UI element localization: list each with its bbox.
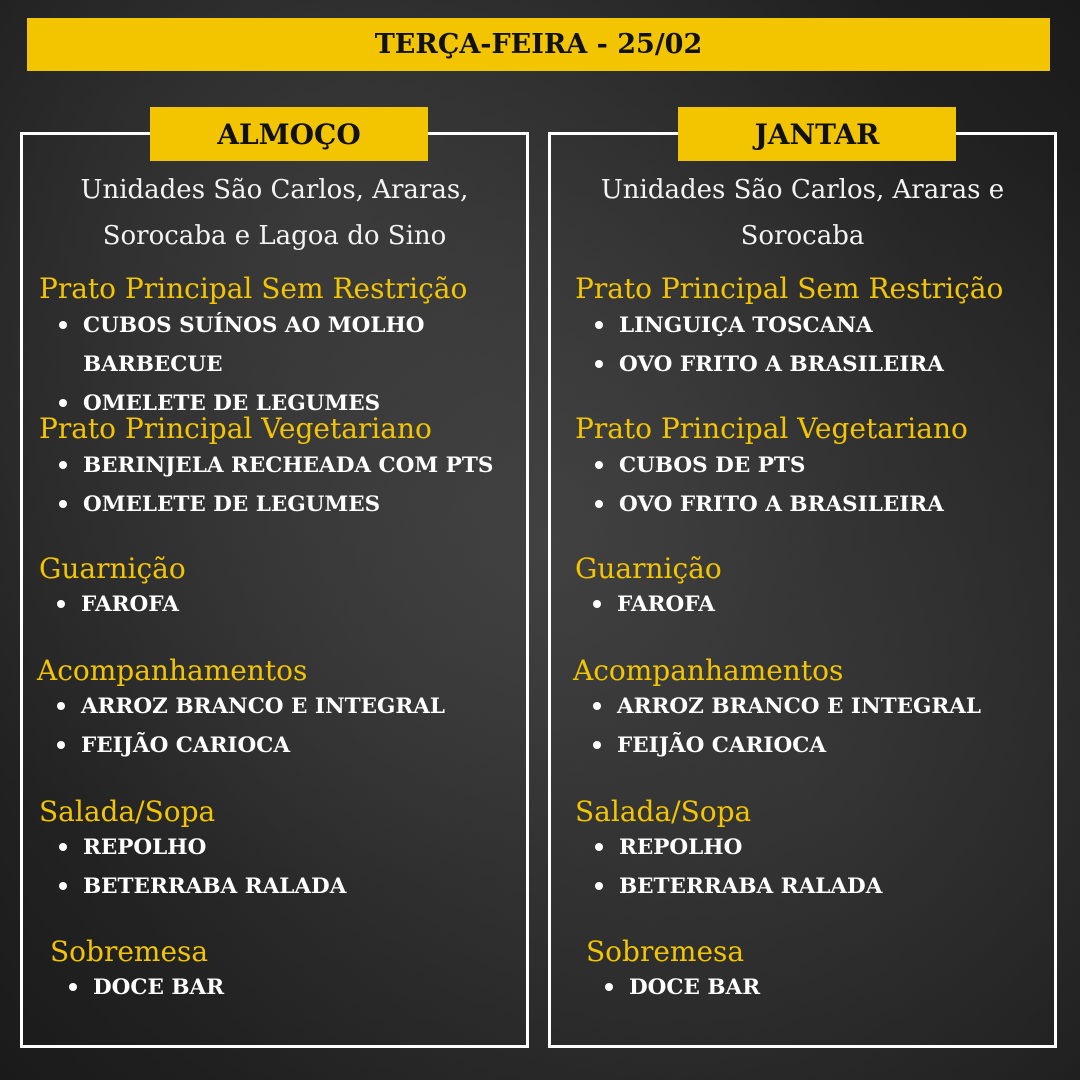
list-item: REPOLHO — [593, 828, 882, 867]
dinner-salad-title: Salada/Sopa — [575, 795, 752, 828]
dinner-garnish-list — [591, 585, 715, 624]
list-item: FEIJÃO CARIOCA — [55, 726, 445, 765]
lunch-dessert-title: Sobremesa — [50, 935, 209, 968]
lunch-salad-list — [57, 828, 346, 906]
list-item: BERINJELA RECHEADA COM PTS — [57, 446, 493, 485]
dinner-sides-list — [591, 687, 981, 765]
list-item: BETERRABA RALADA — [593, 867, 882, 906]
list-item: OMELETE DE LEGUMES — [57, 384, 424, 423]
list-item: CUBOS DE PTS — [593, 446, 944, 485]
lunch-main-title: Prato Principal Sem Restrição — [39, 272, 468, 305]
dinner-salad-list — [593, 828, 882, 906]
list-item: ARROZ BRANCO E INTEGRAL — [591, 687, 981, 726]
list-item: LINGUIÇA TOSCANA — [593, 306, 944, 345]
list-item-continuation: BARBECUE — [83, 352, 223, 377]
dinner-dessert-title: Sobremesa — [586, 935, 745, 968]
list-item: FEIJÃO CARIOCA — [591, 726, 981, 765]
lunch-salad-title: Salada/Sopa — [39, 795, 216, 828]
dinner-panel — [548, 117, 1057, 1048]
list-item: BETERRABA RALADA — [57, 867, 346, 906]
lunch-units-line2: Sorocaba e Lagoa do Sino — [102, 221, 447, 251]
list-item: FAROFA — [591, 585, 715, 624]
lunch-panel — [20, 117, 529, 1048]
lunch-veg-list — [57, 446, 493, 524]
list-item: ARROZ BRANCO E INTEGRAL — [55, 687, 445, 726]
list-item: CUBOS SUÍNOS AO MOLHO — [57, 306, 424, 345]
dinner-veg-list — [593, 446, 944, 524]
lunch-sides-title: Acompanhamentos — [37, 654, 308, 687]
dinner-units-line1: Unidades São Carlos, Araras e — [600, 175, 1005, 205]
list-item: OVO FRITO A BRASILEIRA — [593, 485, 944, 524]
dinner-dessert-list — [603, 968, 760, 1007]
dinner-garnish-title: Guarnição — [575, 552, 722, 585]
list-item: REPOLHO — [57, 828, 346, 867]
lunch-garnish-list — [55, 585, 179, 624]
dinner-veg-title: Prato Principal Vegetariano — [575, 412, 968, 445]
dinner-main-list — [593, 306, 944, 384]
list-item: DOCE BAR — [67, 968, 224, 1007]
day-banner — [27, 18, 1050, 71]
lunch-units-line1: Unidades São Carlos, Araras, — [80, 175, 469, 205]
dinner-label: JANTAR — [678, 107, 956, 161]
lunch-units — [23, 167, 526, 259]
lunch-garnish-title: Guarnição — [39, 552, 186, 585]
list-item: OMELETE DE LEGUMES — [57, 485, 493, 524]
dinner-main-title: Prato Principal Sem Restrição — [575, 272, 1004, 305]
lunch-main-list — [57, 306, 424, 423]
list-item: DOCE BAR — [603, 968, 760, 1007]
day-title: TERÇA-FEIRA - 25/02 — [374, 29, 703, 60]
lunch-sides-list — [55, 687, 445, 765]
lunch-label: ALMOÇO — [150, 107, 428, 161]
dinner-sides-title: Acompanhamentos — [573, 654, 844, 687]
list-item: OVO FRITO A BRASILEIRA — [593, 345, 944, 384]
dinner-units-line2: Sorocaba — [740, 221, 865, 251]
dinner-units — [551, 167, 1054, 259]
lunch-veg-title: Prato Principal Vegetariano — [39, 412, 432, 445]
lunch-dessert-list — [67, 968, 224, 1007]
list-item: FAROFA — [55, 585, 179, 624]
